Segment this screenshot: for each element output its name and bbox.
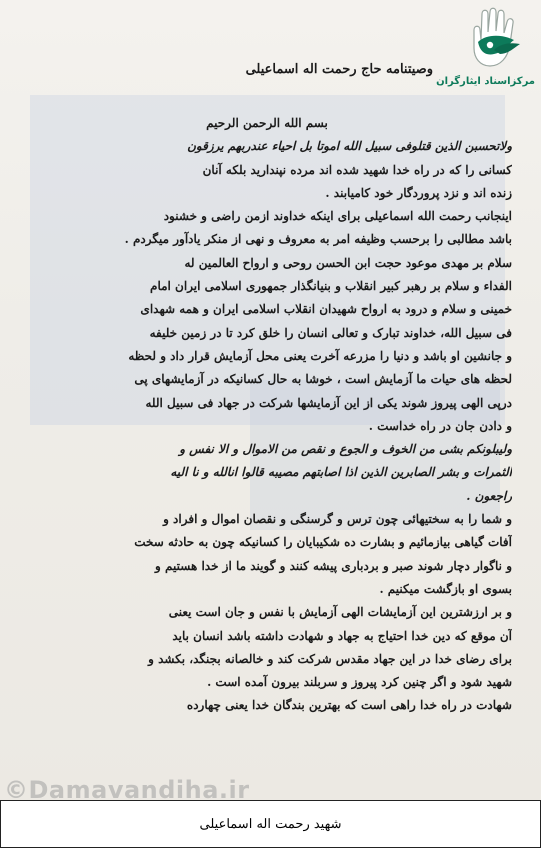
body-line: شهادت در راه خدا راهی است که بهترین بندگان خدا یعنی چهارده xyxy=(186,698,512,713)
archive-logo xyxy=(436,6,535,96)
body-line: ولاتحسبن الذین قتلوفی سبیل الله اموتا بل احیاء عندربهم یرزقون xyxy=(187,139,512,154)
document-title: وصیتنامه حاج رحمت اله اسماعیلی xyxy=(245,62,433,77)
body-line: و دادن جان در راه خداست . xyxy=(368,418,512,433)
caption: شهید رحمت اله اسماعیلی xyxy=(199,816,342,832)
body-line: خمینی و سلام و درود به ارواح شهیدان انقلاب اسلامی ایران و همه شهدای xyxy=(140,302,512,317)
body-line: لحظه های حیات ما آزمایش است ، خوشا به حال کسانیکه در آزمایشهای پی xyxy=(134,372,512,387)
body-line: برای رضای خدا در این جهاد مقدس شرکت کند و خالصانه بجنگد، بکشد و xyxy=(148,651,512,666)
caption-box xyxy=(0,800,541,848)
document-body xyxy=(22,112,512,718)
body-line: و بر ارزشترین این آزمایشات الهی آزمایش با نفس و جان است یعنی xyxy=(168,605,512,620)
body-line: باشد مطالبی را برحسب وظیفه امر به معروف و نهی از منکر یادآور میگردم . xyxy=(124,232,512,247)
logo-text: مرکزاسناد ایثارگران xyxy=(436,76,535,87)
body-line: و جانشین او باشد و دنیا را مزرعه آخرت یعنی محل آزمایش قرار داد و لحظه xyxy=(128,348,512,363)
body-line: فی سبیل الله، خداوند تبارک و تعالی انسان را خلق کرد تا در زمین خلیفه xyxy=(149,325,512,340)
body-line: الثمرات و بشر الصابرین الذین اذا اصابتهم مصیبه قالوا انالله و نا الیه xyxy=(170,465,512,480)
body-line: درپی الهی پیروز شوند یکی از این آزمایشها شرکت در جهاد فی سبیل الله xyxy=(145,395,512,410)
body-line: اینجانب رحمت الله اسماعیلی برای اینکه خداوند ازمن راضی و خشنود xyxy=(163,209,512,224)
body-line: سلام بر مهدی موعود حجت ابن الحسن روحی و ارواح العالمین له xyxy=(184,255,512,270)
body-line: و ناگوار دچار شوند صبر و بردباری پیشه کنند و گویند ما از خدا هستیم و xyxy=(155,558,512,573)
body-line: آن موقع که دین خدا احتیاج به جهاد و شهادت داشته باشد انسان باید xyxy=(172,628,512,643)
body-line: بسم الله الرحمن الرحیم xyxy=(206,116,328,130)
hand-dove-icon xyxy=(464,6,526,74)
body-line: الفداء و سلام بر رهبر کبیر انقلاب و بنیانگذار جمهوری اسلامی ایران امام xyxy=(150,279,512,294)
body-line: بسوی او بازگشت میکنیم . xyxy=(379,581,512,596)
body-line: زنده اند و نزد پروردگار خود کامیابند . xyxy=(325,185,512,200)
body-line: شهید شود و اگر چنین کرد پیروز و سربلند بیرون آمده است . xyxy=(207,675,512,690)
body-line: راجعون . xyxy=(466,488,512,503)
site-watermark: ©Damavandiha.ir xyxy=(4,776,250,800)
body-line: و شما را به سختیهائی چون ترس و گرسنگی و نقصان اموال و افراد و xyxy=(163,512,512,527)
body-line: آفات گیاهی بیازمائیم و بشارت ده شکیبایان را کسانیکه چون به حادثه سخت xyxy=(134,535,512,550)
body-line: کسانی را که در راه خدا شهید شده اند مرده نپندارید بلکه آنان xyxy=(202,162,512,177)
body-line: ولیبلونکم بشی من الخوف و الجوع و نقص من الاموال و الا نفس و xyxy=(179,442,512,457)
